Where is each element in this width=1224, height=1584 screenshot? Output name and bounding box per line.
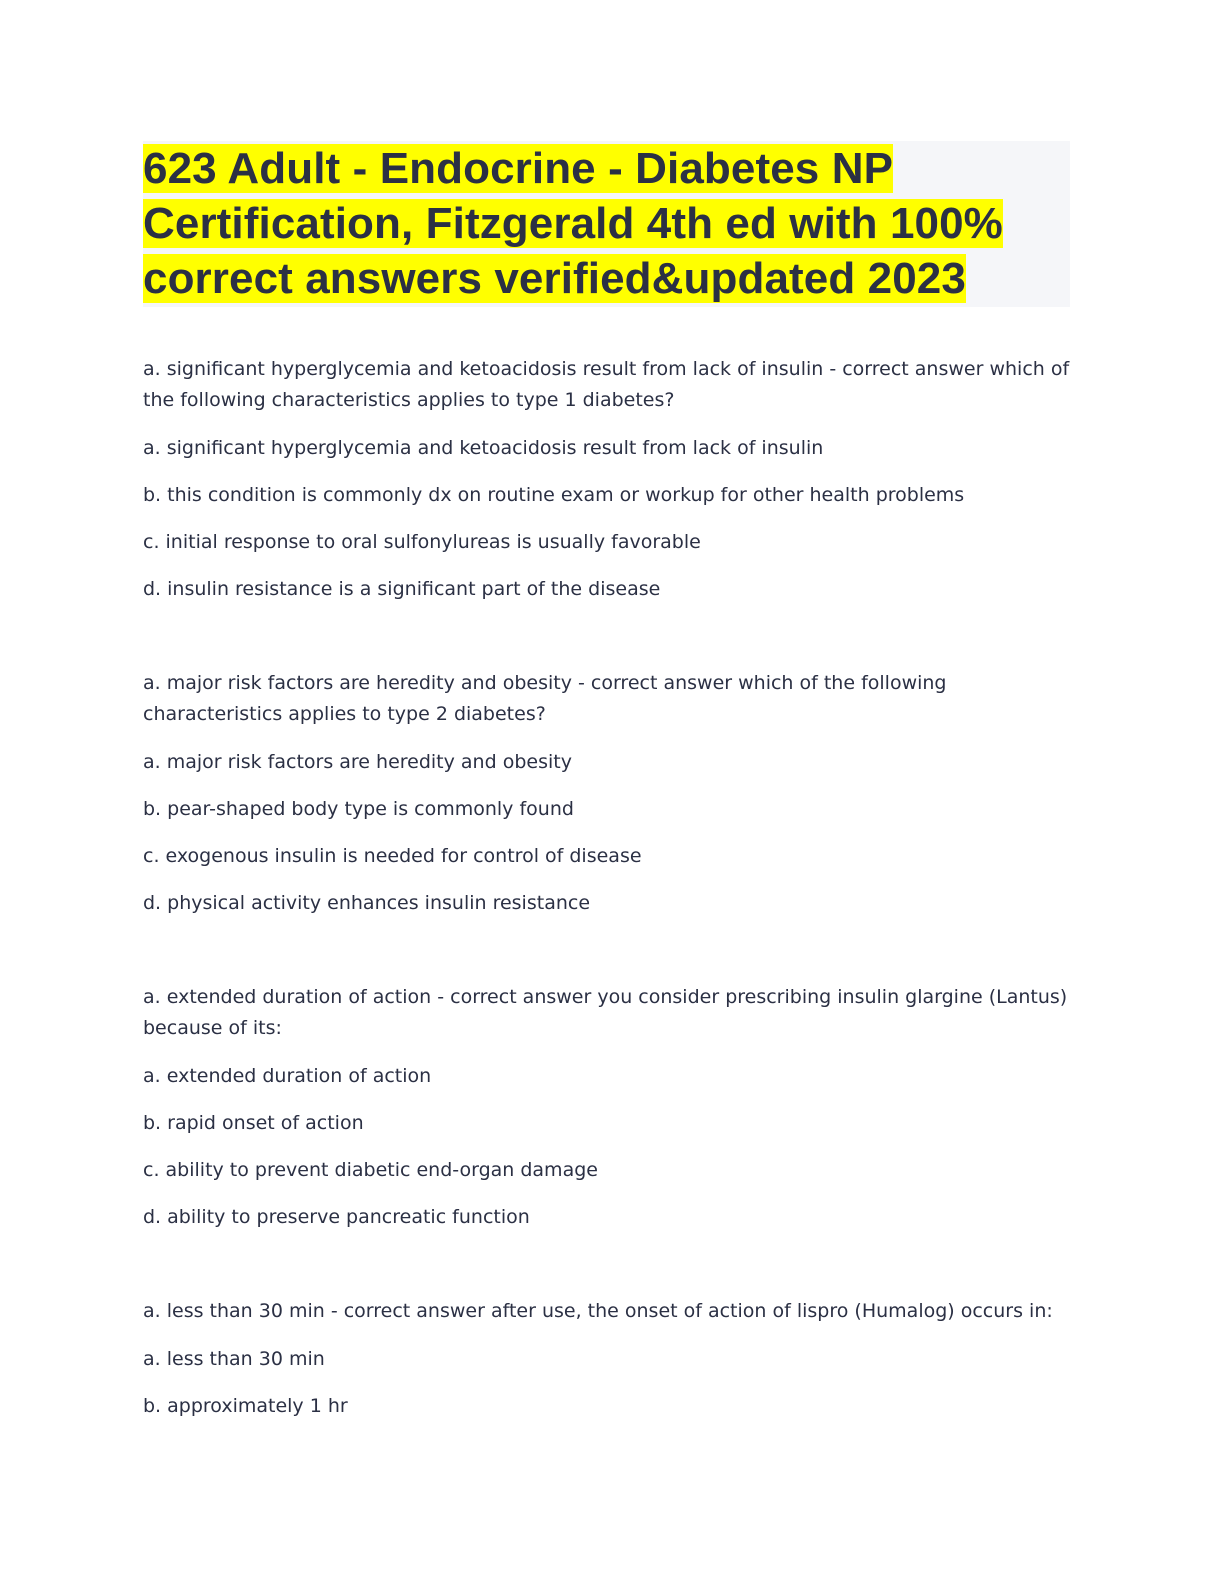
qa-block-1: [143, 354, 1073, 621]
qa-block-4: [143, 1296, 1073, 1438]
block-spacer: [143, 621, 1073, 668]
question-text: a. less than 30 min - correct answer after use, the onset of action of lispro (Humalog) occurs in:: [143, 1300, 1053, 1322]
answer-option: d. insulin resistance is a significant part of the disease: [143, 578, 661, 600]
answer-option: c. exogenous insulin is needed for control of disease: [143, 845, 642, 867]
qa-block-3: [143, 982, 1073, 1249]
answer-option: c. ability to prevent diabetic end-organ damage: [143, 1159, 598, 1181]
question-text: a. extended duration of action - correct answer you consider prescribing insulin glargine (Lantus) because of its:: [143, 986, 1068, 1039]
answer-option: d. ability to preserve pancreatic function: [143, 1206, 530, 1228]
answer-option: b. this condition is commonly dx on routine exam or workup for other health problems: [143, 484, 965, 506]
title-highlight: 623 Adult - Endocrine - Diabetes NP Certification, Fitzgerald 4th ed with 100% correct answers verified&updated 2023: [143, 144, 1003, 303]
answer-option: a. significant hyperglycemia and ketoacidosis result from lack of insulin: [143, 437, 824, 459]
qa-content: [143, 354, 1073, 1438]
question-text: a. significant hyperglycemia and ketoacidosis result from lack of insulin - correct answer which of the following characteristics applies to type 1 diabetes?: [143, 358, 1070, 411]
qa-block-2: [143, 668, 1073, 935]
answer-option: a. major risk factors are heredity and obesity: [143, 751, 572, 773]
block-spacer: [143, 935, 1073, 982]
answer-option: b. approximately 1 hr: [143, 1395, 348, 1417]
answer-option: b. pear-shaped body type is commonly found: [143, 798, 574, 820]
document-title: [143, 141, 1070, 306]
answer-option: a. less than 30 min: [143, 1348, 325, 1370]
answer-option: a. extended duration of action: [143, 1065, 432, 1087]
answer-option: b. rapid onset of action: [143, 1112, 364, 1134]
question-text: a. major risk factors are heredity and obesity - correct answer which of the following characteristics applies to type 2 diabetes?: [143, 672, 947, 725]
answer-option: d. physical activity enhances insulin resistance: [143, 892, 591, 914]
answer-option: c. initial response to oral sulfonylureas is usually favorable: [143, 531, 701, 553]
block-spacer: [143, 1249, 1073, 1296]
title-block: [143, 141, 1070, 307]
